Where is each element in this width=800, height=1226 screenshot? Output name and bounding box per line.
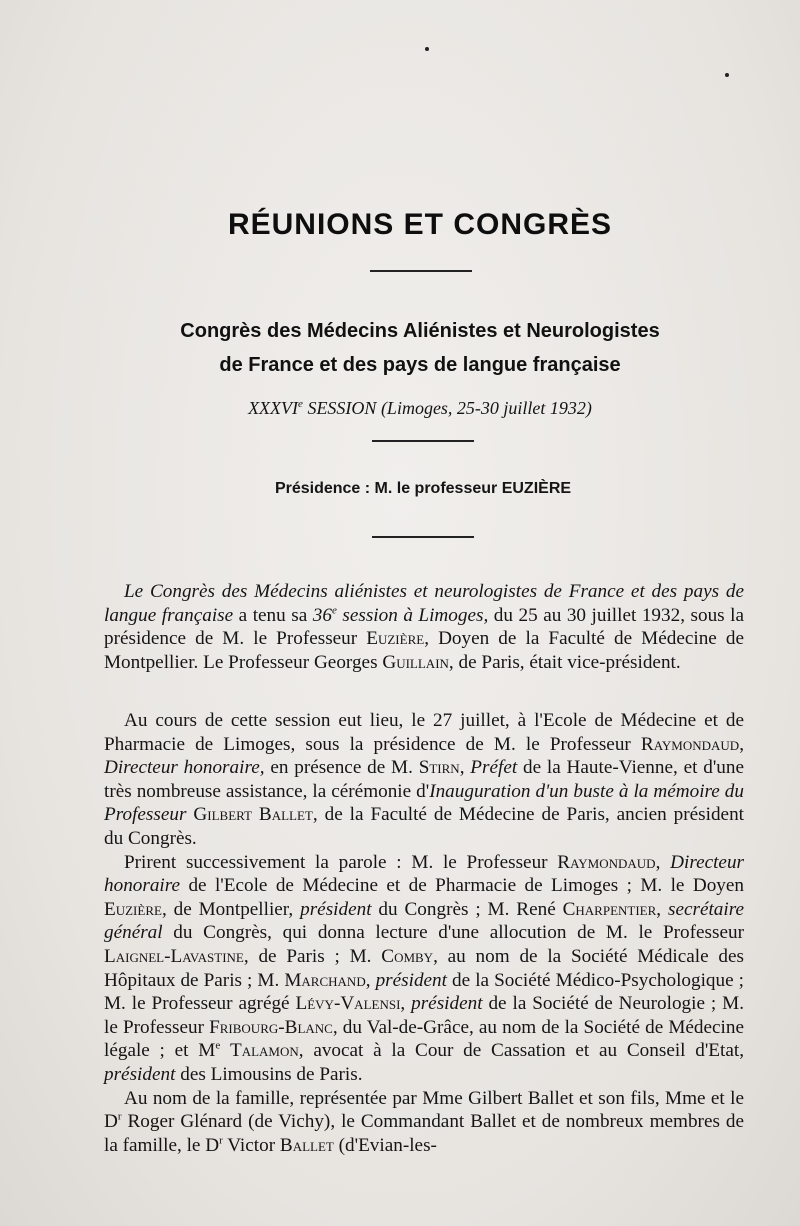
- person-name: Raymondaud: [640, 733, 740, 755]
- text-run: Préfet: [470, 757, 518, 779]
- text-run: Inauguration d'un buste à la mémoire du Professeur: [104, 780, 744, 826]
- paragraph-3: [104, 851, 744, 1087]
- text-run: président: [104, 1063, 176, 1085]
- text-run: des Limousins de Paris.: [175, 1063, 363, 1085]
- person-name: Marchand: [284, 969, 366, 991]
- paragraph-2: [104, 709, 744, 851]
- text-run: ,: [365, 969, 376, 991]
- text-run: Le Congrès des Médecins aliénistes et neurologistes de France et des pays de langue française: [104, 581, 744, 626]
- session-number: XXXVI: [248, 398, 299, 418]
- text-run: secrétaire général: [104, 898, 744, 944]
- session-detail: (Limoges, 25-30 juillet 1932): [380, 398, 592, 418]
- text-run: , de Paris, était vice-président.: [448, 651, 681, 673]
- person-name: Ballet: [279, 1134, 334, 1156]
- text-run: , de la Faculté de Médecine de Paris, ancien président du Congrès.: [104, 804, 745, 849]
- session-number-sup: e: [298, 398, 303, 410]
- text-run: (d'Evian-les-: [333, 1134, 437, 1156]
- text-run: , de Paris ; M.: [243, 945, 382, 967]
- person-name: Euzière: [104, 898, 162, 920]
- presidence-line: [0, 480, 800, 498]
- text-run: de l'Ecole de Médecine et de Pharmacie de Limoges ; M. le Doyen: [180, 875, 744, 897]
- text-run: , du Val-de-Grâce, au nom de la Société de Médecine légale ; et M: [104, 1016, 744, 1062]
- text-run: Victor: [222, 1134, 280, 1156]
- text-run: Au cours de cette session eut lieu, le 27 juillet, à l'Ecole de Médecine et de Pharmacie de Limoges, sous la présidence de M. le Professeur: [104, 710, 744, 755]
- text-run: a tenu sa: [233, 604, 313, 626]
- text-run: ,: [739, 733, 744, 755]
- person-name: Talamon: [229, 1040, 299, 1062]
- text-run: du Congrès ; M. René: [371, 898, 563, 920]
- text-run: ,: [656, 898, 668, 920]
- page-title: RÉUNIONS ET CONGRÈS: [227, 208, 613, 241]
- text-run: ,: [459, 757, 471, 779]
- text-run: session à Limoges,: [336, 604, 489, 626]
- text-run: [220, 1040, 230, 1061]
- paragraph-1: [104, 580, 744, 674]
- person-name: Laignel-Lavastine: [104, 945, 244, 967]
- presidence-rule: [372, 536, 474, 538]
- session-line: [0, 398, 800, 419]
- text-run: , de Montpellier,: [161, 898, 301, 920]
- person-name: Lévy-Valensi: [295, 993, 401, 1015]
- text-run: Au nom de la famille, représentée par Mme Gilbert Ballet et son fils, Mme et le D: [104, 1087, 744, 1133]
- presidence-name: M. le professeur EUZIÈRE: [374, 480, 572, 497]
- text-run: 36: [312, 604, 332, 626]
- ink-speck: [725, 73, 729, 77]
- person-name: Guillain: [382, 651, 449, 673]
- text-run: , Doyen de la Faculté de Médecine de Montpellier. Le Professeur Georges: [104, 628, 745, 673]
- person-name: Charpentier: [562, 898, 657, 920]
- article-body-continued: [104, 709, 744, 1157]
- text-run: ,: [655, 851, 671, 873]
- person-name: Stirn: [418, 757, 460, 779]
- text-run: président: [375, 969, 447, 991]
- congress-name-line2: de France et des pays de langue française: [219, 354, 621, 376]
- text-run: Directeur honoraire,: [104, 757, 265, 779]
- person-name: Euzière: [366, 628, 425, 650]
- text-run: du 25 au 30 juillet 1932, sous la présidence de M. le Professeur: [104, 604, 744, 650]
- superscript: r: [117, 1110, 122, 1123]
- paragraph-4: [104, 1087, 744, 1158]
- article-body: [104, 580, 744, 674]
- presidence-label: Présidence :: [274, 480, 371, 497]
- superscript: r: [219, 1134, 223, 1147]
- session-rule: [372, 440, 474, 442]
- title-rule: [370, 270, 472, 272]
- ink-speck: [425, 47, 429, 51]
- text-run: président: [411, 993, 483, 1015]
- text-run: Prirent successivement la parole : M. le Professeur: [124, 851, 558, 873]
- text-run: du Congrès, qui donna lecture d'une allocution de M. le Professeur: [162, 922, 744, 944]
- text-run: Directeur honoraire: [104, 851, 745, 897]
- text-run: , au nom de la Société Médicale des Hôpitaux de Paris ; M.: [104, 945, 744, 991]
- text-run: Roger Glénard (de Vichy), le Commandant Ballet et de nombreux membres de la famille, le D: [104, 1111, 744, 1156]
- person-name: Comby: [381, 945, 434, 967]
- text-run: ,: [400, 993, 412, 1015]
- session-label: SESSION: [307, 398, 377, 418]
- person-name: Gilbert Ballet: [193, 804, 313, 826]
- person-name: Fribourg-Blanc: [209, 1016, 333, 1038]
- text-run: en présence de M.: [264, 757, 419, 779]
- text-run: de la Haute-Vienne, et d'une très nombreuse assistance, la cérémonie d': [104, 757, 744, 802]
- text-run: de la Société de Neurologie ; M. le Professeur: [104, 993, 745, 1038]
- person-name: Raymondaud: [557, 851, 656, 873]
- congress-name-line1: Congrès des Médecins Aliénistes et Neurologistes: [180, 320, 660, 342]
- text-run: de la Société Médico-Psychologique ; M. le Professeur agrégé: [104, 969, 745, 1015]
- superscript: e: [331, 604, 337, 617]
- text-run: président: [300, 898, 372, 920]
- text-run: , avocat à la Cour de Cassation et au Conseil d'Etat,: [298, 1040, 745, 1062]
- superscript: e: [215, 1039, 221, 1052]
